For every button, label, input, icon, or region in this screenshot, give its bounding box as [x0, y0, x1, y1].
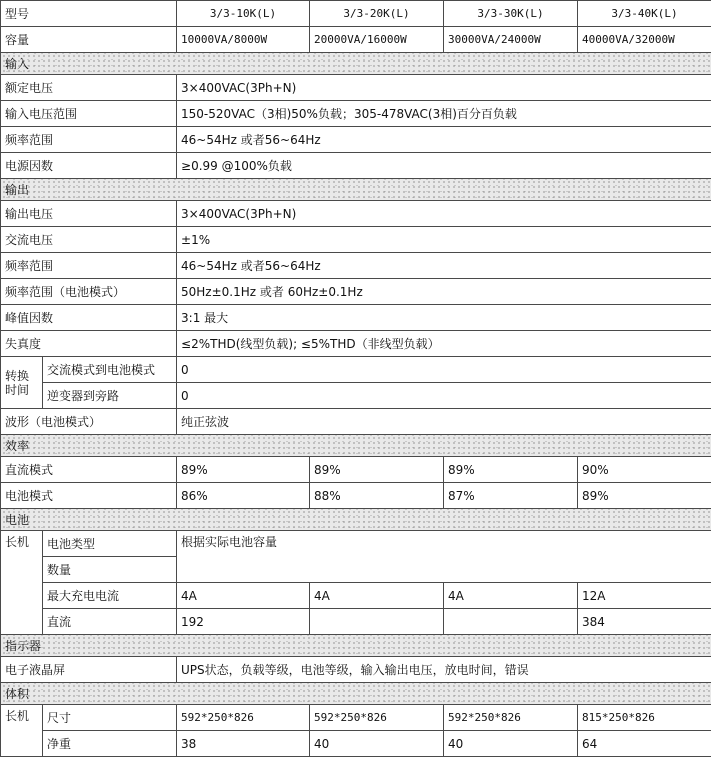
input-voltage-label: 额定电压	[1, 75, 177, 101]
battery-frequency-value: 50Hz±0.1Hz 或者 60Hz±0.1Hz	[177, 279, 711, 305]
spec-row	[1, 457, 711, 483]
output-frequency-label: 频率范围	[1, 253, 177, 279]
model-10k: 3/3-10K(L)	[177, 1, 310, 27]
output-section-header	[1, 179, 711, 201]
max-charge-value: 4A	[444, 583, 578, 609]
ac-to-battery-label: 交流模式到电池模式	[43, 357, 177, 383]
output-frequency-value: 46~54Hz 或者56~64Hz	[177, 253, 711, 279]
battery-section-header	[1, 509, 711, 531]
dc-mode-label: 直流模式	[1, 457, 177, 483]
transfer-time-label	[1, 357, 43, 409]
section-title: 指示器	[5, 638, 42, 653]
spec-row	[1, 305, 711, 331]
section-title: 体积	[5, 686, 30, 701]
weight-value: 40	[444, 731, 578, 757]
spec-row	[1, 75, 711, 101]
distortion-value: ≤2%THD(线型负载); ≤5%THD（非线型负载）	[177, 331, 711, 357]
model-20k: 3/3-20K(L)	[310, 1, 444, 27]
size-value: 592*250*826	[444, 705, 578, 731]
transfer-label-line1: 转换	[5, 368, 30, 383]
max-charge-value: 12A	[578, 583, 711, 609]
indicator-section-header	[1, 635, 711, 657]
size-value: 592*250*826	[310, 705, 444, 731]
dc-voltage-label: 直流	[43, 609, 177, 635]
weight-value: 40	[310, 731, 444, 757]
input-voltage-range-label: 输入电压范围	[1, 101, 177, 127]
size-label: 尺寸	[43, 705, 177, 731]
battery-quantity-label: 数量	[43, 557, 177, 583]
size-value: 592*250*826	[177, 705, 310, 731]
transfer-label-line2: 时间	[5, 382, 30, 397]
spec-row	[1, 253, 711, 279]
waveform-label: 波形（电池模式）	[1, 409, 177, 435]
spec-row	[1, 609, 711, 635]
dc-voltage-value: 384	[578, 609, 711, 635]
spec-row	[1, 331, 711, 357]
capacity-value: 30000VA/24000W	[444, 27, 578, 53]
power-factor-label: 电源因数	[1, 153, 177, 179]
input-voltage-value: 3×400VAC(3Ph+N)	[177, 75, 711, 101]
weight-value: 38	[177, 731, 310, 757]
spec-row	[1, 483, 711, 509]
input-voltage-range-value: 150-520VAC（3相)50%负载；305-478VAC(3相)百分百负载	[177, 101, 711, 127]
output-voltage-label: 输出电压	[1, 201, 177, 227]
distortion-label: 失真度	[1, 331, 177, 357]
spec-row	[1, 153, 711, 179]
crest-factor-label: 峰值因数	[1, 305, 177, 331]
capacity-row	[1, 27, 711, 53]
max-charge-value: 4A	[177, 583, 310, 609]
lcd-value: UPS状态，负载等级，电池等级，输入输出电压，放电时间，错误	[177, 657, 711, 683]
physical-section-header	[1, 683, 711, 705]
spec-row	[1, 731, 711, 757]
ac-voltage-value: ±1%	[177, 227, 711, 253]
battery-mode-value: 86%	[177, 483, 310, 509]
dc-mode-value: 89%	[177, 457, 310, 483]
waveform-value: 纯正弦波	[177, 409, 711, 435]
battery-mode-label: 电池模式	[1, 483, 177, 509]
efficiency-section-header	[1, 435, 711, 457]
model-30k: 3/3-30K(L)	[444, 1, 578, 27]
battery-frequency-label: 频率范围（电池模式）	[1, 279, 177, 305]
battery-mode-value: 87%	[444, 483, 578, 509]
spec-row	[1, 583, 711, 609]
max-charge-value: 4A	[310, 583, 444, 609]
spec-row	[1, 383, 711, 409]
capacity-value: 40000VA/32000W	[578, 27, 711, 53]
weight-value: 64	[578, 731, 711, 757]
ac-voltage-label: 交流电压	[1, 227, 177, 253]
inverter-to-bypass-label: 逆变器到旁路	[43, 383, 177, 409]
model-label: 型号	[1, 1, 177, 27]
battery-mode-value: 88%	[310, 483, 444, 509]
physical-group-label: 长机	[1, 705, 43, 757]
battery-type-value: 根据实际电池容量	[177, 531, 711, 583]
input-frequency-label: 频率范围	[1, 127, 177, 153]
max-charge-label: 最大充电电流	[43, 583, 177, 609]
spec-row	[1, 409, 711, 435]
section-title: 效率	[5, 438, 30, 453]
inverter-to-bypass-value: 0	[177, 383, 711, 409]
power-factor-value: ≥0.99 @100%负载	[177, 153, 711, 179]
battery-type-label: 电池类型	[43, 531, 177, 557]
capacity-value: 10000VA/8000W	[177, 27, 310, 53]
lcd-label: 电子液晶屏	[1, 657, 177, 683]
section-title: 输入	[5, 56, 30, 71]
section-title: 输出	[5, 182, 30, 197]
dc-mode-value: 89%	[444, 457, 578, 483]
input-section-header	[1, 53, 711, 75]
spec-row	[1, 279, 711, 305]
dc-voltage-value	[444, 609, 578, 635]
section-title: 电池	[5, 512, 30, 527]
crest-factor-value: 3:1 最大	[177, 305, 711, 331]
spec-row	[1, 227, 711, 253]
battery-mode-value: 89%	[578, 483, 711, 509]
capacity-label: 容量	[1, 27, 177, 53]
dc-mode-value: 90%	[578, 457, 711, 483]
input-frequency-value: 46~54Hz 或者56~64Hz	[177, 127, 711, 153]
battery-group-label: 长机	[1, 531, 43, 635]
output-voltage-value: 3×400VAC(3Ph+N)	[177, 201, 711, 227]
spec-row	[1, 201, 711, 227]
spec-row	[1, 127, 711, 153]
dc-voltage-value: 192	[177, 609, 310, 635]
dc-voltage-value	[310, 609, 444, 635]
spec-row	[1, 101, 711, 127]
capacity-value: 20000VA/16000W	[310, 27, 444, 53]
model-40k: 3/3-40K(L)	[578, 1, 711, 27]
dc-mode-value: 89%	[310, 457, 444, 483]
spec-row	[1, 705, 711, 731]
spec-row	[1, 357, 711, 383]
ac-to-battery-value: 0	[177, 357, 711, 383]
weight-label: 净重	[43, 731, 177, 757]
spec-row	[1, 657, 711, 683]
model-header-row	[1, 1, 711, 27]
spec-row	[1, 531, 711, 557]
size-value: 815*250*826	[578, 705, 711, 731]
